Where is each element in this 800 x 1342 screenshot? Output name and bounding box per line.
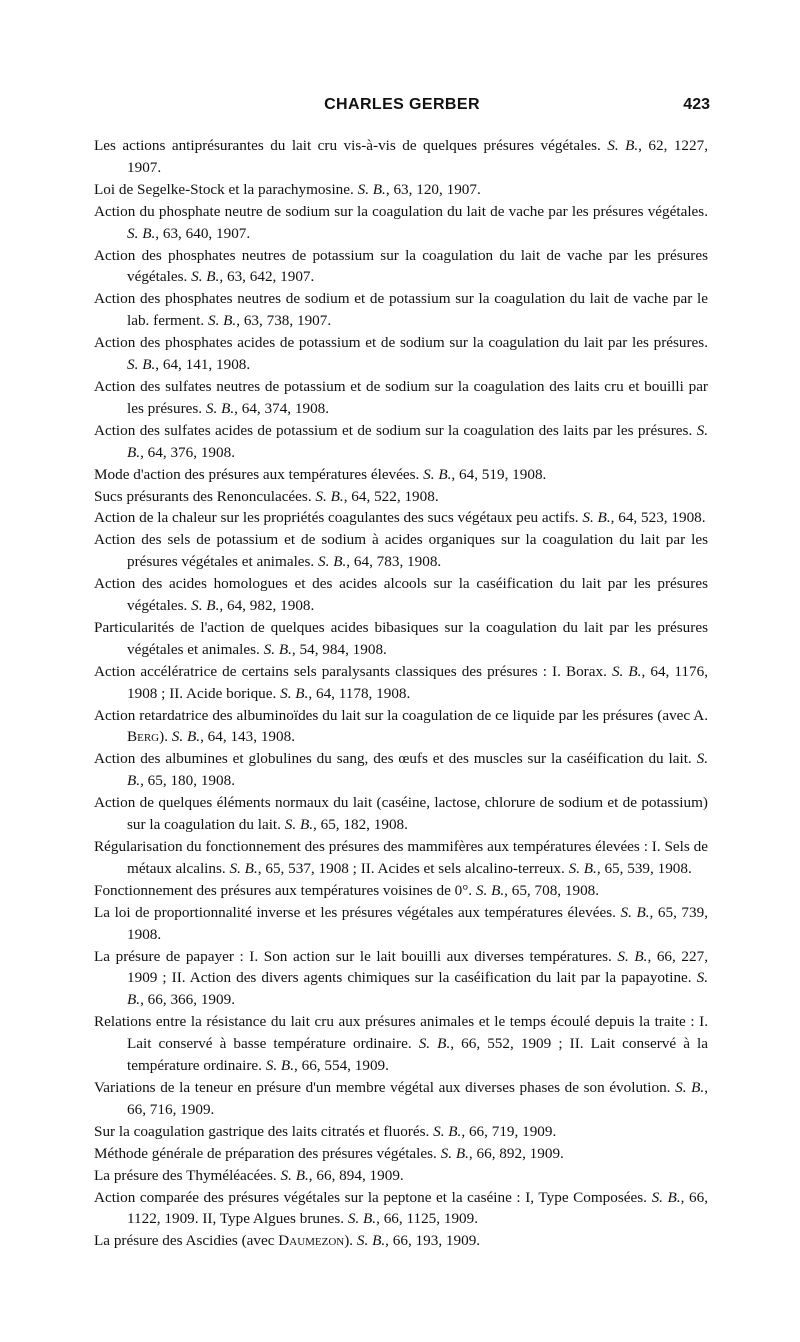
entry-text: Action des phosphates neutres de potassium sur la coagulation du lait de vache par les présures végétales.	[94, 246, 708, 286]
journal-abbrev: S. B.	[418, 1035, 451, 1053]
bibliography-entry	[94, 245, 708, 289]
journal-abbrev: S. B.	[127, 356, 156, 374]
entry-text: , 66, 227, 1909 ; II. Action des divers agents chimiques sur la caséification du lait par la papayotine.	[127, 947, 708, 987]
journal-abbrev: S. B.	[191, 597, 220, 615]
journal-abbrev: S. B.	[207, 312, 237, 330]
page-number: 423	[683, 96, 710, 113]
entry-text: Action de quelques éléments normaux du lait (caséine, lactose, chlorure de sodium et de potassium) sur la coagulation du lait.	[94, 794, 708, 834]
journal-abbrev: S. B.	[440, 1144, 469, 1162]
entry-text: , 66, 716, 1909.	[127, 1078, 708, 1118]
bibliography-entry	[94, 1165, 708, 1187]
entry-text: , 64, 1176, 1908 ; II. Acide borique.	[127, 662, 709, 702]
entry-text: , 63, 640, 1907.	[155, 224, 251, 242]
bibliography-entry	[94, 179, 708, 201]
bibliography-entry	[94, 661, 708, 705]
journal-abbrev: S. B.	[171, 728, 201, 746]
entry-text: , 65, 180, 1908.	[140, 772, 235, 790]
bibliography-entry	[94, 507, 708, 529]
entry-text: Action des phosphates acides de potassium et de sodium sur la coagulation du lait par les présures.	[94, 334, 708, 352]
entry-text: , 64, 374, 1908.	[234, 399, 330, 417]
bibliography-entry	[94, 201, 708, 245]
entry-text: , 64, 523, 1908.	[610, 509, 706, 527]
journal-abbrev: S. B.	[620, 903, 650, 921]
journal-abbrev: S. B.	[318, 553, 347, 571]
entry-text: , 65, 537, 1908 ; II. Acides et sels alcalino-terreux.	[257, 859, 569, 877]
journal-abbrev: S. B.	[675, 1078, 705, 1096]
entry-text: Action accélératrice de certains sels paralysants classiques des présures : I. Borax.	[94, 662, 612, 680]
entry-text: Sucs présurants des Renonculacées.	[94, 487, 316, 505]
journal-abbrev: S. B.	[229, 859, 258, 877]
entry-text: , 66, 719, 1909.	[461, 1122, 557, 1140]
entry-text: Les actions antiprésurantes du lait cru vis-à-vis de quelques présures végétales.	[94, 137, 608, 154]
entry-text: La présure de papayer : I. Son action sur le lait bouilli aux diverses températures.	[94, 947, 618, 965]
coauthor-name: Daumezon	[278, 1232, 345, 1250]
coauthor-name: Berg	[127, 728, 160, 746]
journal-abbrev: S. B.	[191, 268, 220, 286]
journal-abbrev: S. B.	[607, 137, 639, 154]
entry-text: Action des phosphates neutres de sodium et de potassium sur la coagulation du lait de vache par le lab. ferment.	[94, 290, 708, 330]
entry-text: , 64, 143, 1908.	[200, 728, 295, 746]
journal-abbrev: S. B.	[280, 684, 309, 702]
journal-abbrev: S. B.	[127, 224, 156, 242]
bibliography-entry	[94, 376, 708, 420]
bibliography-entry	[94, 464, 708, 486]
entry-text: , 66, 1125, 1909.	[376, 1210, 479, 1228]
entry-text: Régularisation du fonctionnement des présures des mammifères aux températures élevées : I. Sels de métaux alcalins.	[94, 838, 708, 877]
entry-text: La loi de proportionnalité inverse et les présures végétales aux températures élevées.	[94, 903, 621, 921]
bibliography-entry	[94, 1121, 708, 1143]
journal-abbrev: S. B.	[356, 1232, 386, 1250]
entry-text: , 64, 783, 1908.	[346, 553, 442, 571]
journal-abbrev: S. B.	[611, 662, 642, 680]
bibliography-entry	[94, 705, 708, 749]
journal-abbrev: S. B.	[357, 180, 386, 198]
bibliography-entry	[94, 529, 708, 573]
entry-text: Particularités de l'action de quelques acides bibasiques sur la coagulation du lait par les présures végétales et animales.	[94, 618, 708, 658]
entry-text: , 65, 739, 1908.	[127, 903, 709, 943]
entry-text: , 66, 554, 1909.	[294, 1057, 389, 1075]
journal-abbrev: S. B.	[127, 969, 708, 1009]
entry-text: , 66, 1122, 1909. II, Type Algues brunes.	[127, 1188, 708, 1228]
bibliography-entry	[94, 420, 708, 464]
entry-text: , 63, 738, 1907.	[236, 312, 332, 330]
entry-text: Relations entre la résistance du lait cru aux présures animales et le temps écoulé depuis la traite : I. Lait conservé à basse température ordinaire.	[94, 1013, 708, 1053]
journal-abbrev: S. B.	[127, 750, 708, 790]
journal-abbrev: S. B.	[280, 1166, 309, 1184]
entry-text: La présure des Ascidies (avec	[94, 1232, 279, 1250]
entry-text: , 62, 1227, 1907.	[127, 137, 709, 176]
bibliography-entry	[94, 573, 708, 617]
bibliography-entry	[94, 946, 708, 1012]
bibliography-entry	[94, 792, 708, 836]
entry-text: ).	[344, 1232, 357, 1250]
entry-text: , 64, 376, 1908.	[140, 443, 235, 461]
entry-text: , 66, 193, 1909.	[385, 1232, 481, 1250]
bibliography-entry	[94, 1187, 708, 1231]
entry-text: , 65, 539, 1908.	[596, 859, 692, 877]
entry-text: Action des sels de potassium et de sodium à acides organiques sur la coagulation du lait par les présures végétales et animales.	[94, 531, 708, 571]
entry-text: Mode d'action des présures aux températures élevées.	[94, 465, 424, 483]
bibliography-list	[94, 135, 708, 1252]
bibliography-entry	[94, 288, 708, 332]
bibliography-entry	[94, 1011, 708, 1077]
journal-abbrev: S. B.	[651, 1188, 681, 1206]
entry-text: , 63, 120, 1907.	[385, 180, 481, 198]
journal-abbrev: S. B.	[423, 465, 452, 483]
journal-abbrev: S. B.	[347, 1210, 377, 1228]
entry-text: Action comparée des présures végétales sur la peptone et la caséine : I, Type Composées.	[94, 1188, 652, 1206]
journal-abbrev: S. B.	[617, 947, 648, 965]
entry-text: Action du phosphate neutre de sodium sur la coagulation du lait de vache par les présures végétales.	[94, 202, 708, 220]
entry-text: Sur la coagulation gastrique des laits citratés et fluorés.	[94, 1122, 434, 1140]
entry-text: , 66, 892, 1909.	[468, 1144, 564, 1162]
journal-abbrev: S. B.	[284, 816, 314, 834]
journal-abbrev: S. B.	[433, 1122, 462, 1140]
journal-abbrev: S. B.	[568, 859, 597, 877]
journal-abbrev: S. B.	[315, 487, 344, 505]
bibliography-entry	[94, 1077, 708, 1121]
bibliography-entry	[94, 748, 708, 792]
entry-text: , 63, 642, 1907.	[219, 268, 315, 286]
entry-text: , 64, 982, 1908.	[219, 597, 315, 615]
entry-text: La présure des Thyméléacées.	[94, 1166, 281, 1184]
bibliography-entry	[94, 135, 708, 179]
journal-abbrev: S. B.	[265, 1057, 294, 1075]
journal-abbrev: S. B.	[582, 509, 611, 527]
entry-text: , 66, 894, 1909.	[308, 1166, 404, 1184]
entry-text: , 66, 552, 1909 ; II. Lait conservé à la température ordinaire.	[127, 1035, 709, 1075]
bibliography-entry	[94, 1230, 708, 1252]
entry-text: Action de la chaleur sur les propriétés coagulantes des sucs végétaux peu actifs.	[94, 509, 583, 527]
running-header	[94, 96, 710, 118]
bibliography-entry	[94, 836, 708, 880]
entry-text: , 66, 366, 1909.	[140, 991, 235, 1009]
bibliography-entry	[94, 1143, 708, 1165]
bibliography-entry	[94, 332, 708, 376]
journal-abbrev: S. B.	[205, 399, 235, 417]
entry-text: Action des albumines et globulines du sang, des œufs et des muscles sur la caséification du lait.	[94, 750, 697, 768]
journal-abbrev: S. B.	[475, 881, 505, 899]
entry-text: , 65, 182, 1908.	[313, 816, 408, 834]
journal-abbrev: S. B.	[127, 421, 708, 461]
entry-text: Action retardatrice des albuminoïdes du lait sur la coagulation de ce liquide par les présures (avec A.	[94, 706, 708, 724]
bibliography-entry	[94, 880, 708, 902]
entry-text: , 65, 708, 1908.	[504, 881, 600, 899]
entry-text: Variations de la teneur en présure d'un membre végétal aux diverses phases de son évolution.	[94, 1078, 676, 1096]
bibliography-entry	[94, 902, 708, 946]
entry-text: , 64, 141, 1908.	[155, 356, 251, 374]
journal-abbrev: S. B.	[263, 640, 292, 658]
entry-text: , 64, 1178, 1908.	[308, 684, 411, 702]
entry-text: Action des acides homologues et des acides alcools sur la caséification du lait par les présures végétales.	[94, 575, 708, 615]
entry-text: ).	[159, 728, 172, 746]
entry-text: , 64, 522, 1908.	[343, 487, 439, 505]
bibliography-entry	[94, 486, 708, 508]
entry-text: Méthode générale de préparation des présures végétales.	[94, 1144, 441, 1162]
entry-text: Action des sulfates neutres de potassium et de sodium sur la coagulation des laits cru et bouilli par les présures.	[94, 377, 708, 417]
running-head-author: CHARLES GERBER	[324, 96, 480, 113]
entry-text: Loi de Segelke-Stock et la parachymosine.	[94, 180, 358, 198]
bibliography-entry	[94, 617, 708, 661]
entry-text: Fonctionnement des présures aux températures voisines de 0°.	[94, 881, 476, 899]
entry-text: Action des sulfates acides de potassium et de sodium sur la coagulation des laits par les présures.	[94, 421, 697, 439]
entry-text: , 54, 984, 1908.	[291, 640, 387, 658]
entry-text: , 64, 519, 1908.	[451, 465, 547, 483]
